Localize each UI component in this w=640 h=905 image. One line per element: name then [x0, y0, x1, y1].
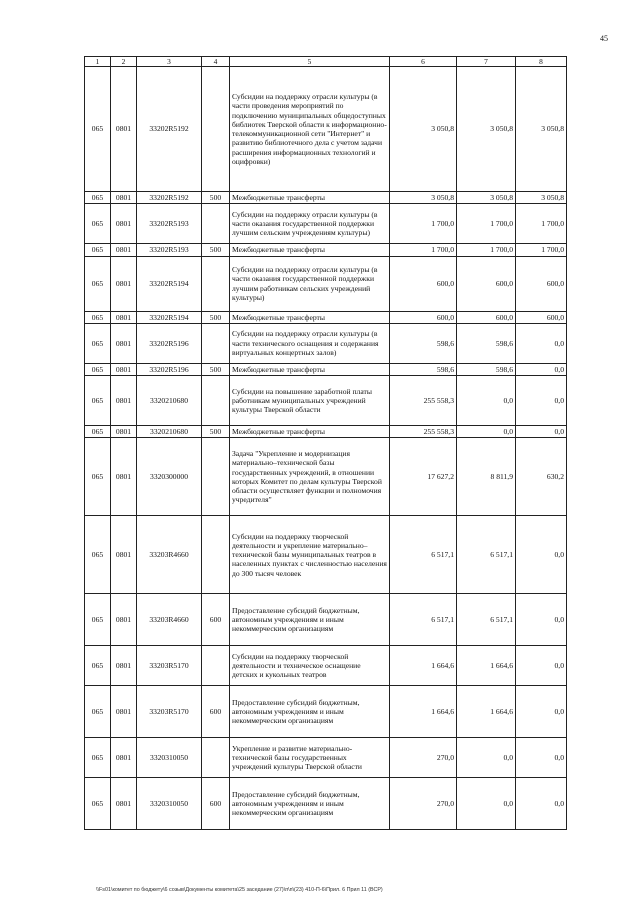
cell-description: Межбюджетные трансферты — [230, 426, 390, 438]
table-row — [85, 244, 567, 256]
cell-amount-col6: 270,0 — [390, 778, 457, 830]
cell-section: 0801 — [111, 376, 137, 426]
table-row — [85, 516, 567, 594]
cell-target-article: 33203R5170 — [137, 686, 202, 738]
table-row — [85, 363, 567, 375]
cell-description: Субсидии на поддержку отрасли культуры (в части технического оснащения и содержания виртуальных концертных залов) — [230, 323, 390, 363]
table-row — [85, 426, 567, 438]
cell-target-article: 33202R5193 — [137, 204, 202, 244]
cell-amount-col7: 598,6 — [457, 323, 516, 363]
cell-amount-col7: 0,0 — [457, 738, 516, 778]
cell-section: 0801 — [111, 686, 137, 738]
cell-description: Задача "Укрепление и модернизация материально–технической базы государственных учреждений, в отношении которых Комитет по делам культуры Тверской области осуществляет функции и полномочия учредителя" — [230, 438, 390, 516]
column-number: 5 — [230, 57, 390, 67]
cell-amount-col7: 6 517,1 — [457, 594, 516, 646]
table-body — [85, 67, 567, 830]
cell-amount-col8: 0,0 — [516, 363, 567, 375]
cell-description: Межбюджетные трансферты — [230, 311, 390, 323]
cell-target-article: 33203R4660 — [137, 516, 202, 594]
cell-ministry: 065 — [85, 426, 111, 438]
column-number: 7 — [457, 57, 516, 67]
cell-amount-col7: 1 700,0 — [457, 204, 516, 244]
cell-description: Субсидии на поддержку отрасли культуры (в части оказания государственной поддержки лучшим работникам сельских учреждений культуры) — [230, 256, 390, 311]
cell-target-article: 33202R5192 — [137, 67, 202, 192]
cell-ministry: 065 — [85, 323, 111, 363]
cell-amount-col8: 630,2 — [516, 438, 567, 516]
cell-amount-col6: 255 558,3 — [390, 376, 457, 426]
cell-ministry: 065 — [85, 256, 111, 311]
cell-section: 0801 — [111, 778, 137, 830]
cell-section: 0801 — [111, 244, 137, 256]
cell-section: 0801 — [111, 438, 137, 516]
cell-description: Предоставление субсидий бюджетным, автономным учреждениям и иным некоммерческим организациям — [230, 686, 390, 738]
cell-ministry: 065 — [85, 244, 111, 256]
cell-description: Предоставление субсидий бюджетным, автономным учреждениям и иным некоммерческим организациям — [230, 778, 390, 830]
cell-section: 0801 — [111, 256, 137, 311]
cell-description: Субсидии на поддержку отрасли культуры (в части проведения мероприятий по подключению муниципальных общедоступных библиотек Тверской области к информационно-телекоммуникационной сети "Интернет" и развитию библиотечного дела с учетом задачи расширения информационных технологий и оцифровки) — [230, 67, 390, 192]
cell-ministry: 065 — [85, 516, 111, 594]
cell-section: 0801 — [111, 738, 137, 778]
cell-expense-type — [202, 256, 230, 311]
cell-ministry: 065 — [85, 376, 111, 426]
cell-amount-col6: 600,0 — [390, 256, 457, 311]
cell-target-article: 33203R5170 — [137, 646, 202, 686]
table-row — [85, 311, 567, 323]
cell-expense-type: 600 — [202, 778, 230, 830]
cell-amount-col6: 270,0 — [390, 738, 457, 778]
cell-amount-col6: 6 517,1 — [390, 516, 457, 594]
cell-target-article: 33202R5192 — [137, 192, 202, 204]
cell-description: Межбюджетные трансферты — [230, 192, 390, 204]
cell-expense-type: 500 — [202, 244, 230, 256]
cell-expense-type: 600 — [202, 686, 230, 738]
cell-target-article: 33202R5196 — [137, 323, 202, 363]
cell-amount-col8: 0,0 — [516, 686, 567, 738]
cell-section: 0801 — [111, 204, 137, 244]
cell-expense-type: 500 — [202, 311, 230, 323]
cell-amount-col7: 600,0 — [457, 311, 516, 323]
cell-target-article: 3320300000 — [137, 438, 202, 516]
table-row — [85, 646, 567, 686]
cell-description: Межбюджетные трансферты — [230, 244, 390, 256]
column-number: 6 — [390, 57, 457, 67]
cell-amount-col8: 0,0 — [516, 323, 567, 363]
cell-section: 0801 — [111, 192, 137, 204]
cell-amount-col7: 1 700,0 — [457, 244, 516, 256]
cell-expense-type — [202, 376, 230, 426]
cell-amount-col7: 598,6 — [457, 363, 516, 375]
table-row — [85, 594, 567, 646]
cell-ministry: 065 — [85, 686, 111, 738]
table-row — [85, 778, 567, 830]
cell-target-article: 3320310050 — [137, 738, 202, 778]
table-row — [85, 67, 567, 192]
cell-ministry: 065 — [85, 192, 111, 204]
cell-section: 0801 — [111, 646, 137, 686]
cell-section: 0801 — [111, 594, 137, 646]
cell-amount-col8: 600,0 — [516, 311, 567, 323]
table-row — [85, 738, 567, 778]
column-number-row — [85, 57, 567, 67]
cell-section: 0801 — [111, 323, 137, 363]
cell-description: Укрепление и развитие материально-технической базы государственных учреждений культуры Тверской области — [230, 738, 390, 778]
cell-description: Субсидии на поддержку творческой деятельности и техническое оснащение детских и кукольных театров — [230, 646, 390, 686]
column-number: 2 — [111, 57, 137, 67]
cell-amount-col8: 0,0 — [516, 376, 567, 426]
cell-amount-col8: 3 050,8 — [516, 67, 567, 192]
cell-amount-col8: 1 700,0 — [516, 204, 567, 244]
budget-table — [84, 56, 567, 830]
cell-expense-type — [202, 438, 230, 516]
cell-amount-col8: 600,0 — [516, 256, 567, 311]
cell-amount-col8: 0,0 — [516, 516, 567, 594]
cell-description: Межбюджетные трансферты — [230, 363, 390, 375]
cell-expense-type — [202, 516, 230, 594]
table-row — [85, 204, 567, 244]
cell-amount-col6: 1 700,0 — [390, 204, 457, 244]
cell-amount-col6: 598,6 — [390, 323, 457, 363]
cell-amount-col7: 6 517,1 — [457, 516, 516, 594]
cell-section: 0801 — [111, 363, 137, 375]
cell-amount-col6: 17 627,2 — [390, 438, 457, 516]
cell-target-article: 33202R5196 — [137, 363, 202, 375]
cell-amount-col8: 0,0 — [516, 778, 567, 830]
cell-target-article: 3320210680 — [137, 426, 202, 438]
cell-target-article: 33202R5194 — [137, 256, 202, 311]
page-number: 45 — [600, 34, 608, 43]
cell-expense-type — [202, 67, 230, 192]
cell-amount-col8: 0,0 — [516, 738, 567, 778]
cell-description: Субсидии на повышение заработной платы работникам муниципальных учреждений культуры Тверской области — [230, 376, 390, 426]
cell-amount-col8: 3 050,8 — [516, 192, 567, 204]
cell-amount-col6: 6 517,1 — [390, 594, 457, 646]
table-row — [85, 192, 567, 204]
cell-amount-col6: 1 700,0 — [390, 244, 457, 256]
table-row — [85, 376, 567, 426]
cell-expense-type — [202, 646, 230, 686]
cell-amount-col7: 8 811,9 — [457, 438, 516, 516]
cell-amount-col6: 3 050,8 — [390, 192, 457, 204]
cell-description: Субсидии на поддержку творческой деятельности и укрепление материально–технической базы муниципальных театров в населенных пунктах с численностью населения до 300 тысяч человек — [230, 516, 390, 594]
cell-target-article: 33202R5193 — [137, 244, 202, 256]
cell-amount-col6: 600,0 — [390, 311, 457, 323]
cell-amount-col7: 0,0 — [457, 778, 516, 830]
cell-amount-col7: 3 050,8 — [457, 67, 516, 192]
cell-amount-col7: 1 664,6 — [457, 646, 516, 686]
cell-amount-col7: 0,0 — [457, 426, 516, 438]
cell-ministry: 065 — [85, 204, 111, 244]
cell-amount-col6: 255 558,3 — [390, 426, 457, 438]
cell-expense-type: 500 — [202, 426, 230, 438]
cell-section: 0801 — [111, 311, 137, 323]
cell-ministry: 065 — [85, 67, 111, 192]
cell-target-article: 3320210680 — [137, 376, 202, 426]
cell-expense-type — [202, 738, 230, 778]
cell-section: 0801 — [111, 516, 137, 594]
cell-amount-col6: 1 664,6 — [390, 646, 457, 686]
file-path-footer: \\Fs01\комитет по бюджету\6 созыв\Документы комитета\25 заседание (27)\п\п\(23) 410-П-6\Прил. 6 Прил 11 (ВСР) — [96, 887, 383, 893]
cell-target-article: 3320310050 — [137, 778, 202, 830]
table-row — [85, 323, 567, 363]
column-number: 1 — [85, 57, 111, 67]
cell-target-article: 33202R5194 — [137, 311, 202, 323]
cell-ministry: 065 — [85, 363, 111, 375]
cell-ministry: 065 — [85, 646, 111, 686]
cell-amount-col7: 3 050,8 — [457, 192, 516, 204]
cell-expense-type: 600 — [202, 594, 230, 646]
cell-ministry: 065 — [85, 738, 111, 778]
cell-ministry: 065 — [85, 311, 111, 323]
cell-target-article: 33203R4660 — [137, 594, 202, 646]
column-number: 4 — [202, 57, 230, 67]
cell-amount-col6: 3 050,8 — [390, 67, 457, 192]
cell-amount-col8: 0,0 — [516, 426, 567, 438]
cell-ministry: 065 — [85, 594, 111, 646]
cell-amount-col8: 0,0 — [516, 594, 567, 646]
column-number: 8 — [516, 57, 567, 67]
cell-amount-col7: 0,0 — [457, 376, 516, 426]
cell-amount-col8: 0,0 — [516, 646, 567, 686]
table-row — [85, 256, 567, 311]
cell-ministry: 065 — [85, 438, 111, 516]
cell-expense-type — [202, 204, 230, 244]
table-row — [85, 438, 567, 516]
cell-amount-col6: 598,6 — [390, 363, 457, 375]
cell-amount-col7: 1 664,6 — [457, 686, 516, 738]
cell-description: Предоставление субсидий бюджетным, автономным учреждениям и иным некоммерческим организациям — [230, 594, 390, 646]
cell-amount-col8: 1 700,0 — [516, 244, 567, 256]
cell-section: 0801 — [111, 426, 137, 438]
cell-expense-type: 500 — [202, 192, 230, 204]
column-number: 3 — [137, 57, 202, 67]
cell-section: 0801 — [111, 67, 137, 192]
cell-amount-col6: 1 664,6 — [390, 686, 457, 738]
cell-amount-col7: 600,0 — [457, 256, 516, 311]
cell-expense-type: 500 — [202, 363, 230, 375]
cell-ministry: 065 — [85, 778, 111, 830]
cell-description: Субсидии на поддержку отрасли культуры (в части оказания государственной поддержки лучшим сельским учреждениям культуры) — [230, 204, 390, 244]
table-row — [85, 686, 567, 738]
cell-expense-type — [202, 323, 230, 363]
